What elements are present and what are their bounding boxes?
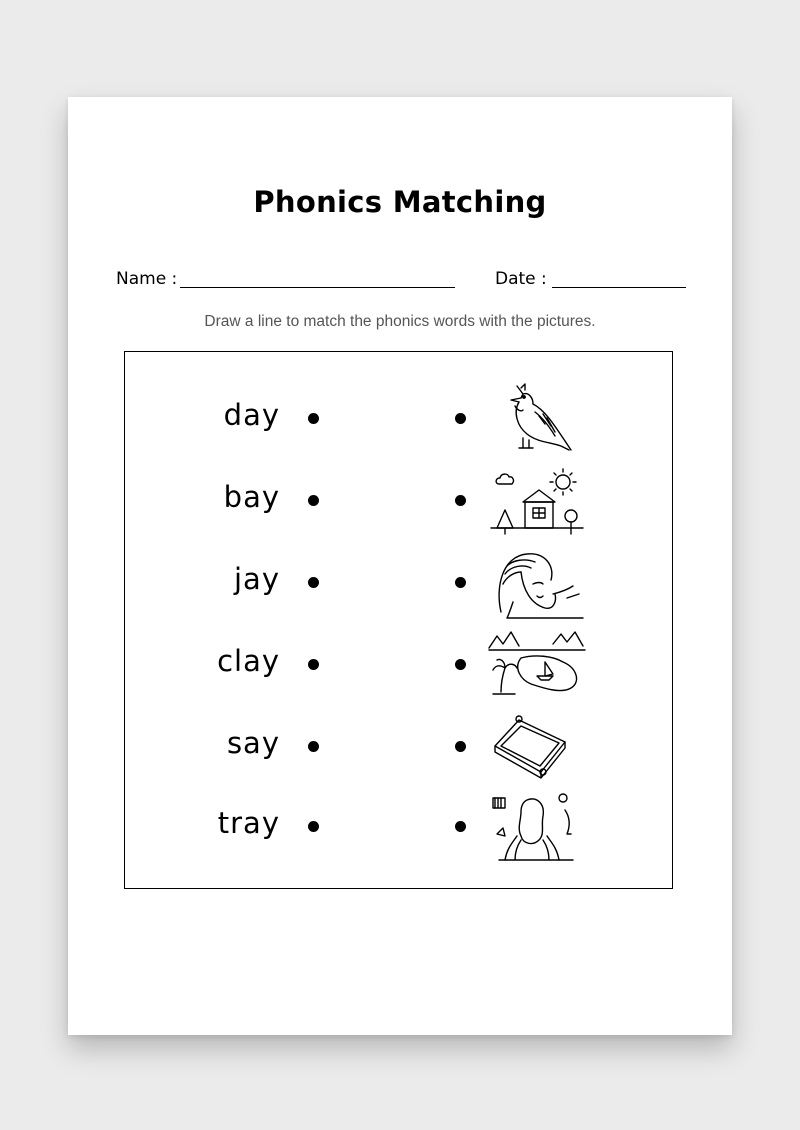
word-dot[interactable]: [308, 741, 319, 752]
word-dot[interactable]: [308, 495, 319, 506]
clay-hands-icon: [487, 790, 587, 870]
picture-dot[interactable]: [455, 821, 466, 832]
blue-jay-bird-icon: [487, 382, 587, 462]
match-row: [125, 382, 674, 462]
matching-box: [124, 351, 673, 889]
match-row: [125, 628, 674, 708]
phonics-word: clay: [217, 644, 280, 678]
picture-dot[interactable]: [455, 659, 466, 670]
phonics-word: say: [226, 726, 280, 760]
phonics-word: tray: [217, 806, 280, 840]
worksheet-title: Phonics Matching: [253, 185, 547, 219]
worksheet-page: [68, 97, 732, 1035]
picture-dot[interactable]: [455, 741, 466, 752]
picture-dot[interactable]: [455, 577, 466, 588]
house-landscape-icon: [487, 464, 587, 544]
picture-dot[interactable]: [455, 413, 466, 424]
word-dot[interactable]: [308, 659, 319, 670]
match-row: [125, 710, 674, 790]
tray-icon: [487, 710, 587, 790]
name-label: Name :: [116, 269, 178, 289]
match-row: [125, 546, 674, 626]
girl-face-icon: [487, 546, 587, 626]
word-dot[interactable]: [308, 577, 319, 588]
date-label: Date :: [495, 269, 547, 289]
date-field-line[interactable]: [552, 287, 686, 288]
instructions: Draw a line to match the phonics words with the pictures.: [204, 313, 596, 330]
word-dot[interactable]: [308, 413, 319, 424]
match-row: [125, 790, 674, 870]
word-dot[interactable]: [308, 821, 319, 832]
match-row: [125, 464, 674, 544]
phonics-word: day: [223, 398, 280, 432]
phonics-word: bay: [223, 480, 280, 514]
bay-sailboat-icon: [487, 628, 587, 708]
picture-dot[interactable]: [455, 495, 466, 506]
name-field-line[interactable]: [180, 287, 455, 288]
phonics-word: jay: [234, 562, 280, 596]
